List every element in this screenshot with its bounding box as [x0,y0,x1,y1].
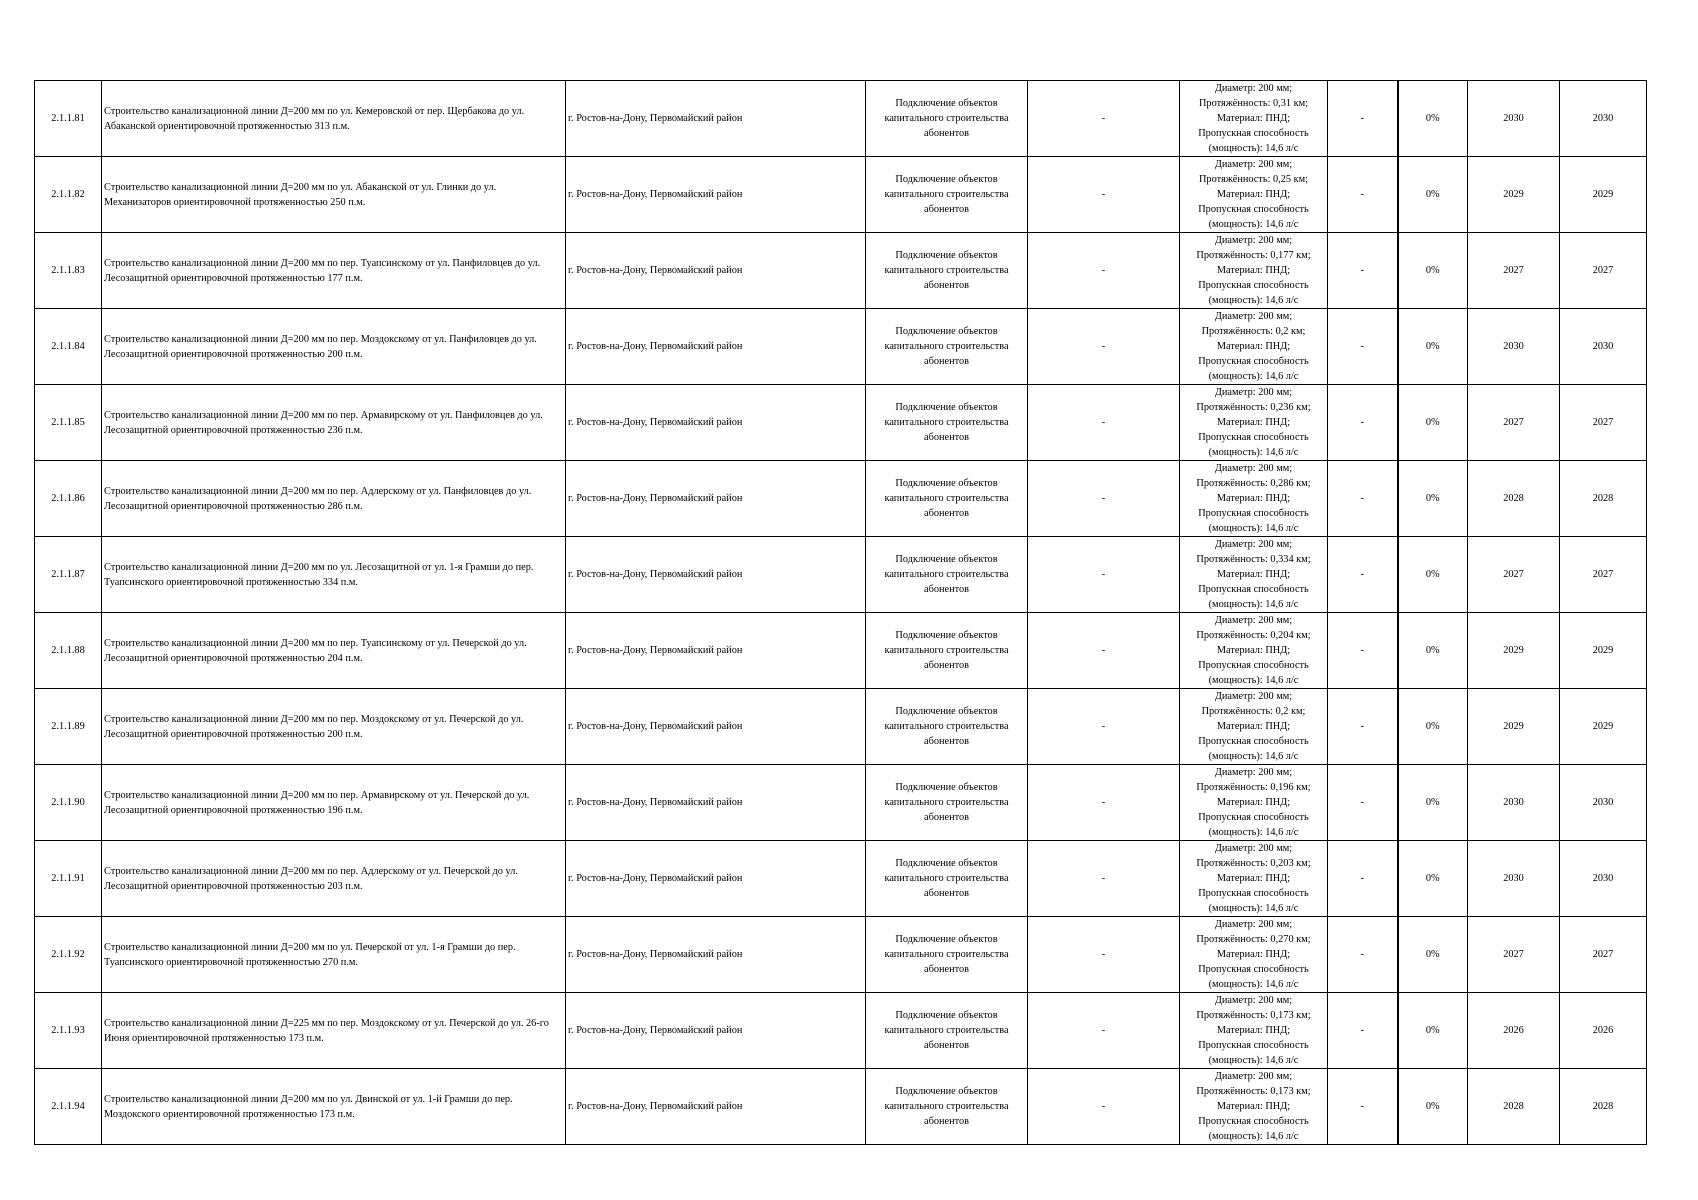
project-name-cell: Строительство канализационной линии Д=200 мм по ул. Печерской от ул. 1-я Грамши до пер. Туапсинского ориентировочной протяженностью 270 п.м. [102,917,566,993]
table-body [35,81,1647,1145]
purpose-cell: Подключение объектов капитального строительства абонентов [866,613,1028,689]
table-row [35,157,1647,233]
table-row [35,917,1647,993]
purpose-cell: Подключение объектов капитального строительства абонентов [866,993,1028,1069]
purpose-cell: Подключение объектов капитального строительства абонентов [866,689,1028,765]
start-year-cell: 2028 [1468,461,1560,537]
location-cell: г. Ростов-на-Дону, Первомайский район [566,309,866,385]
table-row [35,689,1647,765]
percent-cell: 0% [1398,537,1468,613]
purpose-cell: Подключение объектов капитального строительства абонентов [866,841,1028,917]
table-row [35,993,1647,1069]
percent-cell: 0% [1398,157,1468,233]
dash-cell: - [1328,841,1398,917]
purpose-cell: Подключение объектов капитального строительства абонентов [866,461,1028,537]
project-name-cell: Строительство канализационной линии Д=200 мм по пер. Туапсинскому от ул. Панфиловцев до ул. Лесозащитной ориентировочной протяженностью 177 п.м. [102,233,566,309]
technical-params-cell: Диаметр: 200 мм; Протяжённость: 0,2 км; Материал: ПНД; Пропускная способность (мощность): 14,6 л/с [1180,309,1328,385]
start-year-cell: 2030 [1468,841,1560,917]
technical-params-cell: Диаметр: 200 мм; Протяжённость: 0,25 км; Материал: ПНД; Пропускная способность (мощность): 14,6 л/с [1180,157,1328,233]
project-name-cell: Строительство канализационной линии Д=200 мм по пер. Армавирскому от ул. Печерской до ул. Лесозащитной ориентировочной протяженностью 196 п.м. [102,765,566,841]
technical-params-cell: Диаметр: 200 мм; Протяжённость: 0,204 км; Материал: ПНД; Пропускная способность (мощность): 14,6 л/с [1180,613,1328,689]
table-row [35,233,1647,309]
start-year-cell: 2029 [1468,613,1560,689]
purpose-cell: Подключение объектов капитального строительства абонентов [866,917,1028,993]
percent-cell: 0% [1398,917,1468,993]
technical-params-cell: Диаметр: 200 мм; Протяжённость: 0,270 км; Материал: ПНД; Пропускная способность (мощность): 14,6 л/с [1180,917,1328,993]
percent-cell: 0% [1398,309,1468,385]
dash-cell: - [1028,689,1180,765]
start-year-cell: 2029 [1468,689,1560,765]
dash-cell: - [1028,385,1180,461]
purpose-cell: Подключение объектов капитального строительства абонентов [866,537,1028,613]
project-name-cell: Строительство канализационной линии Д=200 мм по пер. Адлерскому от ул. Печерской до ул. Лесозащитной ориентировочной протяженностью 203 п.м. [102,841,566,917]
location-cell: г. Ростов-на-Дону, Первомайский район [566,841,866,917]
percent-cell: 0% [1398,233,1468,309]
dash-cell: - [1028,309,1180,385]
location-cell: г. Ростов-на-Дону, Первомайский район [566,613,866,689]
dash-cell: - [1028,537,1180,613]
row-number-cell: 2.1.1.93 [35,993,102,1069]
dash-cell: - [1328,309,1398,385]
technical-params-cell: Диаметр: 200 мм; Протяжённость: 0,286 км; Материал: ПНД; Пропускная способность (мощность): 14,6 л/с [1180,461,1328,537]
end-year-cell: 2030 [1560,81,1647,157]
end-year-cell: 2027 [1560,385,1647,461]
percent-cell: 0% [1398,993,1468,1069]
start-year-cell: 2027 [1468,537,1560,613]
table-row [35,613,1647,689]
dash-cell: - [1028,765,1180,841]
start-year-cell: 2026 [1468,993,1560,1069]
percent-cell: 0% [1398,689,1468,765]
dash-cell: - [1328,689,1398,765]
end-year-cell: 2028 [1560,461,1647,537]
dash-cell: - [1028,841,1180,917]
dash-cell: - [1328,81,1398,157]
project-name-cell: Строительство канализационной линии Д=200 мм по пер. Моздокскому от ул. Панфиловцев до ул. Лесозащитной ориентировочной протяженностью 200 п.м. [102,309,566,385]
location-cell: г. Ростов-на-Дону, Первомайский район [566,461,866,537]
start-year-cell: 2028 [1468,1069,1560,1145]
start-year-cell: 2029 [1468,157,1560,233]
row-number-cell: 2.1.1.91 [35,841,102,917]
dash-cell: - [1028,461,1180,537]
end-year-cell: 2026 [1560,993,1647,1069]
investment-program-table [34,80,1647,1145]
location-cell: г. Ростов-на-Дону, Первомайский район [566,537,866,613]
project-name-cell: Строительство канализационной линии Д=200 мм по пер. Моздокскому от ул. Печерской до ул. Лесозащитной ориентировочной протяженностью 200 п.м. [102,689,566,765]
dash-cell: - [1328,385,1398,461]
end-year-cell: 2030 [1560,765,1647,841]
end-year-cell: 2027 [1560,917,1647,993]
dash-cell: - [1028,157,1180,233]
technical-params-cell: Диаметр: 200 мм; Протяжённость: 0,203 км; Материал: ПНД; Пропускная способность (мощность): 14,6 л/с [1180,841,1328,917]
row-number-cell: 2.1.1.81 [35,81,102,157]
project-name-cell: Строительство канализационной линии Д=200 мм по ул. Абаканской от ул. Глинки до ул. Механизаторов ориентировочной протяженностью 250 п.м. [102,157,566,233]
row-number-cell: 2.1.1.85 [35,385,102,461]
percent-cell: 0% [1398,765,1468,841]
dash-cell: - [1328,993,1398,1069]
table-row [35,537,1647,613]
purpose-cell: Подключение объектов капитального строительства абонентов [866,157,1028,233]
technical-params-cell: Диаметр: 200 мм; Протяжённость: 0,177 км; Материал: ПНД; Пропускная способность (мощность): 14,6 л/с [1180,233,1328,309]
dash-cell: - [1328,233,1398,309]
table-row [35,461,1647,537]
dash-cell: - [1028,917,1180,993]
start-year-cell: 2027 [1468,385,1560,461]
purpose-cell: Подключение объектов капитального строительства абонентов [866,81,1028,157]
row-number-cell: 2.1.1.89 [35,689,102,765]
project-name-cell: Строительство канализационной линии Д=200 мм по ул. Кемеровской от пер. Щербакова до ул. Абаканской ориентировочной протяженностью 313 п.м. [102,81,566,157]
project-name-cell: Строительство канализационной линии Д=200 мм по ул. Лесозащитной от ул. 1-я Грамши до пер. Туапсинского ориентировочной протяженностью 334 п.м. [102,537,566,613]
dash-cell: - [1328,917,1398,993]
purpose-cell: Подключение объектов капитального строительства абонентов [866,1069,1028,1145]
dash-cell: - [1328,537,1398,613]
row-number-cell: 2.1.1.86 [35,461,102,537]
start-year-cell: 2030 [1468,309,1560,385]
project-name-cell: Строительство канализационной линии Д=200 мм по пер. Армавирскому от ул. Панфиловцев до ул. Лесозащитной ориентировочной протяженностью 236 п.м. [102,385,566,461]
technical-params-cell: Диаметр: 200 мм; Протяжённость: 0,173 км; Материал: ПНД; Пропускная способность (мощность): 14,6 л/с [1180,993,1328,1069]
dash-cell: - [1328,157,1398,233]
start-year-cell: 2030 [1468,765,1560,841]
row-number-cell: 2.1.1.90 [35,765,102,841]
end-year-cell: 2028 [1560,1069,1647,1145]
table-row [35,1069,1647,1145]
end-year-cell: 2027 [1560,537,1647,613]
start-year-cell: 2030 [1468,81,1560,157]
purpose-cell: Подключение объектов капитального строительства абонентов [866,765,1028,841]
end-year-cell: 2030 [1560,841,1647,917]
location-cell: г. Ростов-на-Дону, Первомайский район [566,689,866,765]
end-year-cell: 2029 [1560,613,1647,689]
end-year-cell: 2029 [1560,689,1647,765]
dash-cell: - [1328,765,1398,841]
end-year-cell: 2030 [1560,309,1647,385]
percent-cell: 0% [1398,81,1468,157]
dash-cell: - [1328,613,1398,689]
purpose-cell: Подключение объектов капитального строительства абонентов [866,309,1028,385]
dash-cell: - [1028,233,1180,309]
table-row [35,309,1647,385]
project-name-cell: Строительство канализационной линии Д=200 мм по ул. Двинской от ул. 1-й Грамши до пер. Моздокского ориентировочной протяженностью 173 п.м. [102,1069,566,1145]
row-number-cell: 2.1.1.87 [35,537,102,613]
start-year-cell: 2027 [1468,233,1560,309]
location-cell: г. Ростов-на-Дону, Первомайский район [566,917,866,993]
purpose-cell: Подключение объектов капитального строительства абонентов [866,233,1028,309]
technical-params-cell: Диаметр: 200 мм; Протяжённость: 0,31 км; Материал: ПНД; Пропускная способность (мощность): 14,6 л/с [1180,81,1328,157]
percent-cell: 0% [1398,461,1468,537]
dash-cell: - [1328,1069,1398,1145]
dash-cell: - [1028,81,1180,157]
location-cell: г. Ростов-на-Дону, Первомайский район [566,1069,866,1145]
row-number-cell: 2.1.1.92 [35,917,102,993]
location-cell: г. Ростов-на-Дону, Первомайский район [566,765,866,841]
table-row [35,765,1647,841]
end-year-cell: 2029 [1560,157,1647,233]
purpose-cell: Подключение объектов капитального строительства абонентов [866,385,1028,461]
table-row [35,841,1647,917]
technical-params-cell: Диаметр: 200 мм; Протяжённость: 0,173 км; Материал: ПНД; Пропускная способность (мощность): 14,6 л/с [1180,1069,1328,1145]
percent-cell: 0% [1398,841,1468,917]
project-name-cell: Строительство канализационной линии Д=225 мм по пер. Моздокскому от ул. Печерской до ул. 26-го Июня ориентировочной протяженностью 173 п.м. [102,993,566,1069]
end-year-cell: 2027 [1560,233,1647,309]
start-year-cell: 2027 [1468,917,1560,993]
dash-cell: - [1028,1069,1180,1145]
dash-cell: - [1028,993,1180,1069]
technical-params-cell: Диаметр: 200 мм; Протяжённость: 0,2 км; Материал: ПНД; Пропускная способность (мощность): 14,6 л/с [1180,689,1328,765]
technical-params-cell: Диаметр: 200 мм; Протяжённость: 0,196 км; Материал: ПНД; Пропускная способность (мощность): 14,6 л/с [1180,765,1328,841]
row-number-cell: 2.1.1.82 [35,157,102,233]
dash-cell: - [1328,461,1398,537]
location-cell: г. Ростов-на-Дону, Первомайский район [566,157,866,233]
location-cell: г. Ростов-на-Дону, Первомайский район [566,81,866,157]
percent-cell: 0% [1398,1069,1468,1145]
project-name-cell: Строительство канализационной линии Д=200 мм по пер. Адлерскому от ул. Панфиловцев до ул. Лесозащитной ориентировочной протяженностью 286 п.м. [102,461,566,537]
table-row [35,81,1647,157]
location-cell: г. Ростов-на-Дону, Первомайский район [566,233,866,309]
percent-cell: 0% [1398,385,1468,461]
row-number-cell: 2.1.1.84 [35,309,102,385]
project-name-cell: Строительство канализационной линии Д=200 мм по пер. Туапсинскому от ул. Печерской до ул. Лесозащитной ориентировочной протяженностью 204 п.м. [102,613,566,689]
row-number-cell: 2.1.1.94 [35,1069,102,1145]
technical-params-cell: Диаметр: 200 мм; Протяжённость: 0,236 км; Материал: ПНД; Пропускная способность (мощность): 14,6 л/с [1180,385,1328,461]
row-number-cell: 2.1.1.88 [35,613,102,689]
dash-cell: - [1028,613,1180,689]
location-cell: г. Ростов-на-Дону, Первомайский район [566,385,866,461]
row-number-cell: 2.1.1.83 [35,233,102,309]
technical-params-cell: Диаметр: 200 мм; Протяжённость: 0,334 км; Материал: ПНД; Пропускная способность (мощность): 14,6 л/с [1180,537,1328,613]
percent-cell: 0% [1398,613,1468,689]
table-row [35,385,1647,461]
location-cell: г. Ростов-на-Дону, Первомайский район [566,993,866,1069]
